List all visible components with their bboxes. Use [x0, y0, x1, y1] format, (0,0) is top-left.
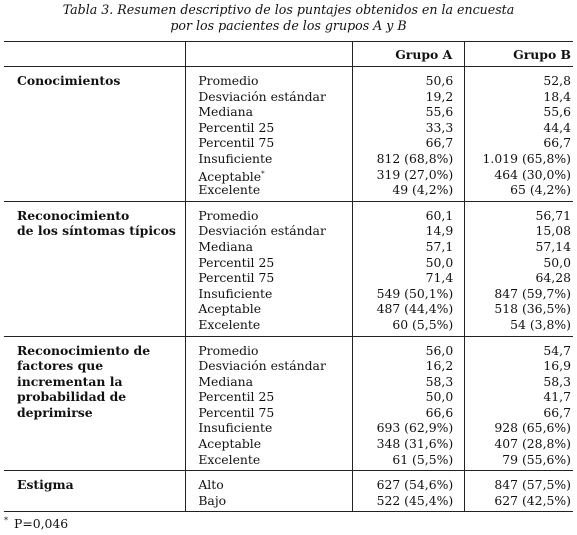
measure-column: [186, 336, 353, 471]
value-cell: 65 (4,2%): [510, 182, 571, 198]
measure-label: Insuficiente: [198, 420, 273, 436]
measure-label: Alto: [198, 477, 224, 493]
value-cell: 54,7: [543, 342, 571, 358]
group-a-values: [352, 336, 464, 471]
header-group-b: Grupo B: [465, 42, 573, 67]
group-title-line: deprimirse: [17, 404, 93, 420]
value-cell: 50,0: [543, 254, 571, 270]
group-estigma: [4, 471, 573, 512]
value-cell: 61 (5,5%): [392, 451, 454, 467]
group-conocimientos: [4, 67, 573, 202]
value-cell: 58,3: [425, 373, 454, 389]
value-cell: 52,8: [543, 73, 571, 88]
group-a-values: [352, 201, 464, 336]
value-cell: 57,14: [535, 238, 571, 254]
summary-table: [4, 41, 573, 512]
value-cell: 693 (62,9%): [376, 420, 454, 436]
measure-label: Mediana: [198, 104, 253, 120]
measure-label: Aceptable: [198, 301, 262, 317]
measure-column: [186, 201, 353, 336]
value-cell: 66,7: [425, 135, 454, 151]
measure-column: [186, 67, 353, 202]
value-cell: 16,9: [543, 358, 571, 374]
measure-label: Promedio: [198, 207, 259, 223]
value-cell: 518 (36,5%): [494, 301, 571, 317]
value-cell: 58,3: [543, 373, 571, 389]
measure-label: Aceptable: [198, 168, 262, 184]
value-cell: 522 (45,4%): [376, 492, 454, 508]
caption-line-1: Tabla 3. Resumen descriptivo de los puntajes obtenidos en la encuesta: [62, 2, 515, 17]
value-cell: 15,08: [535, 223, 571, 239]
header-group-a: Grupo A: [352, 42, 464, 67]
value-cell: 66,7: [543, 135, 571, 151]
measure-label: Excelente: [198, 451, 261, 467]
measure-label: Promedio: [198, 73, 259, 88]
value-cell: 64,28: [535, 270, 571, 286]
value-cell: 812 (68,8%): [376, 150, 454, 166]
header-empty-category: [4, 42, 186, 67]
group-a-values: [352, 471, 464, 512]
header-empty-measure: [186, 42, 353, 67]
value-cell: 33,3: [425, 119, 454, 135]
value-cell: 847 (57,5%): [494, 477, 571, 493]
group-b-values: [465, 471, 573, 512]
group-title: [4, 201, 186, 336]
table-caption: [0, 2, 577, 34]
group-title-line: incrementan la: [17, 373, 123, 389]
value-cell: 1.019 (65,8%): [482, 150, 571, 166]
measure-label: Percentil 75: [198, 270, 275, 286]
group-title: [4, 471, 186, 512]
measure-label: Bajo: [198, 492, 227, 508]
measure-label: Desviación estándar: [198, 358, 326, 374]
value-cell: 627 (54,6%): [376, 477, 454, 493]
value-cell: 49 (4,2%): [392, 182, 454, 198]
value-cell: 44,4: [543, 119, 571, 135]
group-title: [4, 67, 186, 202]
measure-label-with-mark: [186, 167, 352, 183]
measure-label: Promedio: [198, 342, 259, 358]
group-b-values: [465, 336, 573, 471]
value-cell: 319 (27,0%): [376, 166, 454, 182]
value-cell: 54 (3,8%): [510, 316, 571, 332]
measure-label: Mediana: [198, 238, 253, 254]
group-title-line: de los síntomas típicos: [17, 223, 176, 239]
group-title-line: probabilidad de: [17, 389, 127, 405]
value-cell: 60,1: [425, 207, 454, 223]
group-title-line: Reconocimiento de: [17, 342, 151, 358]
group-reconocimiento-sintomas: [4, 201, 573, 336]
footnote-text: P=0,046: [14, 516, 69, 531]
value-cell: 627 (42,5%): [494, 492, 571, 508]
value-cell: 549 (50,1%): [376, 285, 454, 301]
value-cell: 847 (59,7%): [494, 285, 571, 301]
value-cell: 55,6: [543, 104, 571, 120]
value-cell: 487 (44,4%): [376, 301, 454, 317]
measure-label: Percentil 25: [198, 389, 275, 405]
value-cell: 56,71: [535, 207, 571, 223]
value-cell: 14,9: [425, 223, 454, 239]
group-title-line: factores que: [17, 358, 104, 374]
measure-column: [186, 471, 353, 512]
value-cell: 464 (30,0%): [494, 166, 571, 182]
value-cell: 18,4: [543, 88, 571, 104]
table-header-row: [4, 42, 573, 67]
value-cell: 16,2: [425, 358, 454, 374]
value-cell: 50,0: [425, 254, 454, 270]
group-title-text: Estigma: [17, 477, 74, 493]
caption-line-2: por los pacientes de los grupos A y B: [170, 18, 407, 33]
footnote-mark: *: [261, 169, 265, 178]
measure-label: Excelente: [198, 316, 261, 332]
value-cell: 60 (5,5%): [392, 316, 454, 332]
value-cell: 928 (65,6%): [494, 420, 571, 436]
value-cell: 55,6: [425, 104, 454, 120]
group-title: [4, 336, 186, 471]
measure-label: Percentil 75: [198, 404, 275, 420]
measure-label: Desviación estándar: [198, 223, 326, 239]
measure-label: Aceptable: [198, 436, 262, 452]
measure-label: Percentil 25: [198, 254, 275, 270]
group-b-values: [465, 67, 573, 202]
value-cell: 79 (55,6%): [502, 451, 571, 467]
measure-label: Excelente: [198, 182, 261, 198]
value-cell: 407 (28,8%): [494, 436, 571, 452]
measure-label: Insuficiente: [198, 285, 273, 301]
measure-label: Desviación estándar: [198, 88, 326, 104]
measure-label: Mediana: [198, 373, 253, 389]
value-cell: 348 (31,6%): [376, 436, 454, 452]
group-a-values: [352, 67, 464, 202]
value-cell: 71,4: [425, 270, 454, 286]
measure-label: Percentil 25: [198, 119, 275, 135]
value-cell: 56,0: [425, 342, 454, 358]
measure-label: Percentil 75: [198, 135, 275, 151]
group-reconocimiento-factores: [4, 336, 573, 471]
value-cell: 41,7: [543, 389, 571, 405]
group-title-text: Conocimientos: [17, 73, 121, 88]
group-b-values: [465, 201, 573, 336]
value-cell: 66,7: [543, 404, 571, 420]
value-cell: 50,6: [425, 73, 454, 88]
table-footnote: [4, 516, 68, 531]
group-title-line: Reconocimiento: [17, 207, 130, 223]
value-cell: 19,2: [425, 88, 454, 104]
footnote-mark: *: [4, 516, 8, 525]
value-cell: 50,0: [425, 389, 454, 405]
measure-label: Insuficiente: [198, 150, 273, 166]
value-cell: 57,1: [425, 238, 454, 254]
value-cell: 66,6: [425, 404, 454, 420]
